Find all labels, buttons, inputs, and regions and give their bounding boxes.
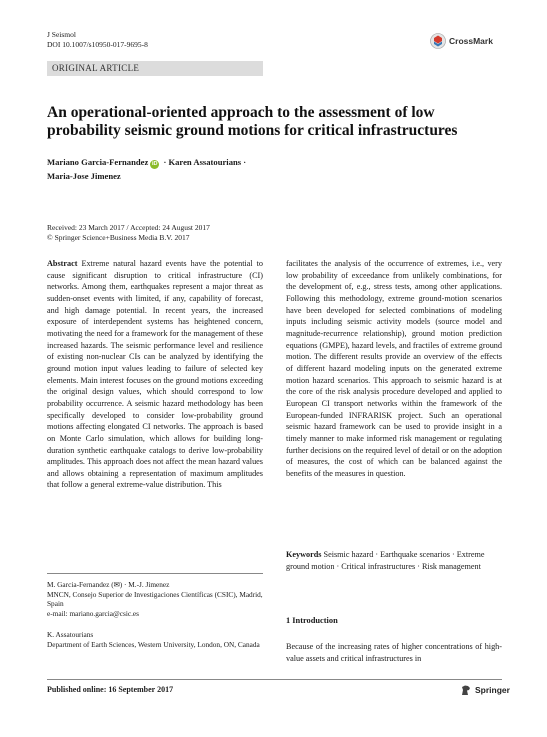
keywords-label: Keywords: [286, 550, 322, 559]
footer-divider: [47, 679, 502, 680]
doi[interactable]: DOI 10.1007/s10950-017-9695-8: [47, 40, 148, 49]
abstract-continued: facilitates the analysis of the occurrence of extremes, i.e., very low probability of exceedance from unlikely combinations, for the development of, e.g., stress tests, among other applications. Following this methodology, extreme ground-motion scenarios have been developed for selected combinations of modeling inputs including seismic activity models (source model and magnitude-recurrence relationship), ground motion prediction equations (GMPE), hazard levels, and fractiles of extreme ground motion. The different results provide an overview of the effects of different hazard modeling inputs on the generated extreme motion hazard scenarios. This approach to seismic hazard is at the core of the risk analysis procedure developed and applied to European CI transport networks within the framework of the European-funded INFRARISK project. Such an operational seismic hazard framework can be used to provide insight in a timely manner to make informed risk management or regulating further decisions on the required level of detail or on the adoption of measures, the cost of which can be balanced against the benefits of the measures in question.: [286, 259, 502, 478]
affiliation-names: K. Assatourians: [47, 630, 94, 639]
author-list: [47, 155, 407, 183]
affiliation-divider: [47, 573, 263, 574]
author-separator[interactable]: · Karen Assatourians ·: [163, 157, 247, 167]
keywords: [286, 549, 502, 572]
springer-wordmark: Springer: [475, 685, 510, 695]
journal-name: J Seismol: [47, 30, 76, 39]
affiliation-names: M. Garcia-Fernandez (✉) · M.-J. Jimenez: [47, 580, 170, 589]
crossmark-badge[interactable]: [430, 33, 493, 49]
article-type-banner: ORIGINAL ARTICLE: [47, 61, 263, 76]
affiliation-email[interactable]: e-mail: mariano.garcia@csic.es: [47, 609, 140, 619]
published-online-date: Published online: 16 September 2017: [47, 685, 174, 694]
introduction-text: Because of the increasing rates of higher concentrations of high-value assets and critical infrastructures in: [286, 642, 502, 663]
title-line-1: An operational-oriented approach to the assessment of low: [47, 104, 435, 121]
orcid-icon[interactable]: iD: [152, 161, 158, 167]
affiliation-institution: Department of Earth Sciences, Western University, London, ON, Canada: [47, 639, 260, 649]
crossmark-label: CrossMark: [449, 36, 493, 46]
springer-logo: [460, 684, 510, 696]
author-name[interactable]: Maria-Jose Jimenez: [47, 171, 121, 181]
article-title: [47, 104, 507, 140]
springer-horse-icon: [460, 684, 472, 696]
abstract-label: Abstract: [47, 259, 78, 268]
abstract: [47, 258, 263, 491]
received-dates: Received: 23 March 2017 / Accepted: 24 August 2017: [47, 223, 210, 232]
section-heading-introduction: 1 Introduction: [286, 616, 338, 625]
title-line-2: probability seismic ground motions for critical infrastructures: [47, 122, 458, 139]
crossmark-icon: [430, 33, 446, 49]
affiliation-1: [47, 580, 263, 619]
affiliation-institution: MNCN, Consejo Superior de Investigaciones Científicas (CSIC), Madrid, Spain: [47, 589, 263, 609]
copyright-line: © Springer Science+Business Media B.V. 2017: [47, 233, 190, 242]
affiliation-2: [47, 630, 263, 649]
keywords-text: Seismic hazard · Earthquake scenarios · Extreme ground motion · Critical infrastructures · Risk management: [286, 550, 485, 571]
author-name[interactable]: Mariano Garcia-Fernandez: [47, 157, 149, 167]
abstract-text: Extreme natural hazard events have the potential to cause significant disruption to critical infrastructure (CI) networks. Among them, earthquakes represent a major threat as sudden-onset events with limited, if any, capability of forecast, and high damage potential. In recent years, the increased exposure of interdependent systems has heightened concern, motivating the need for a framework for the management of these increased hazards. The seismic performance level and resilience of existing non-nuclear CIs can be analyzed by identifying the ground motion input values leading to failure of selected key elements. Main interest focuses on the ground motions exceeding the original design values, which should correspond to low probability occurrence. A seismic hazard methodology has been specifically developed to consider low-probability ground motions affecting elongated CI networks. The approach is based on Monte Carlo simulation, which allows for building long-duration synthetic earthquake catalogs to derive low-probability amplitudes. This approach does not affect the mean hazard values and allows obtaining a representation of maximum amplitudes that follow a general extreme-value distribution. This: [47, 259, 264, 490]
